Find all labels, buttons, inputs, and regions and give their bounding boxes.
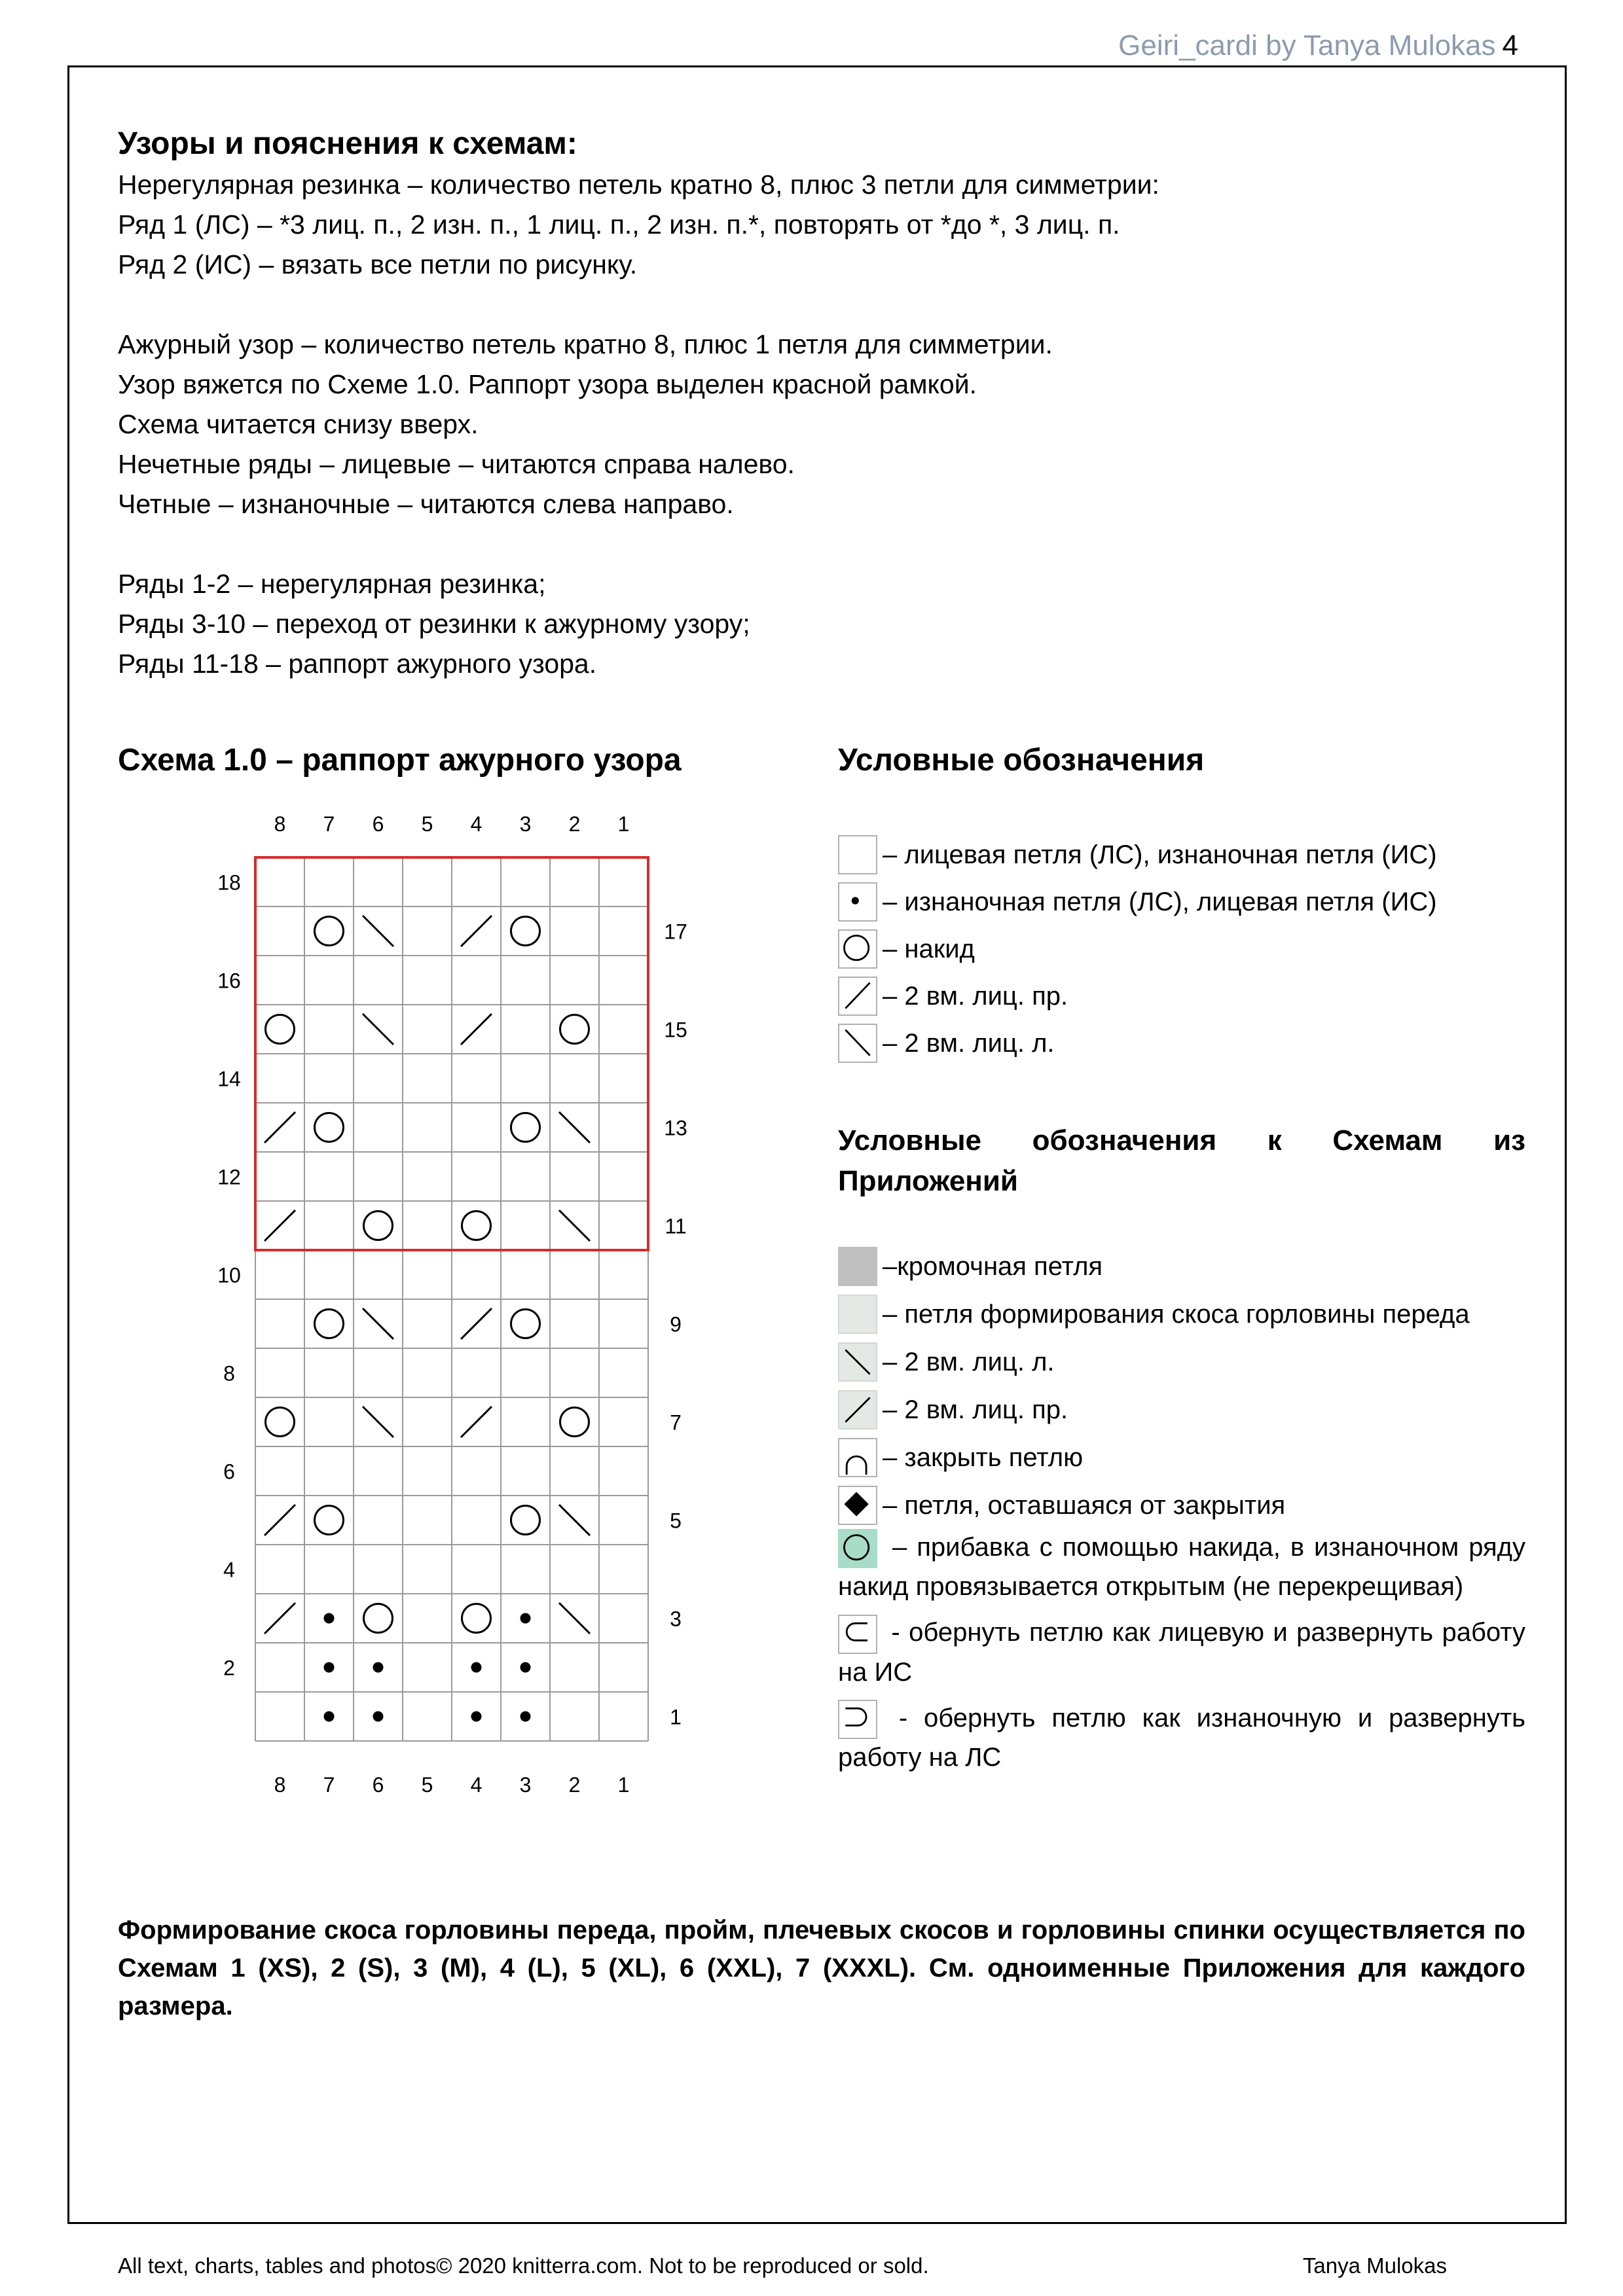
left-slant-shaded-icon: [838, 1342, 877, 1382]
footer-copyright: All text, charts, tables and photos© 2020 knitterra.com. Not to be reproduced or sold.: [118, 2253, 929, 2278]
yarn-over-symbol: [364, 1604, 393, 1633]
section-title: Узоры и пояснения к схемам:: [118, 126, 577, 161]
intro-line: Нерегулярная резинка – количество петель кратно 8, плюс 3 петли для симметрии:: [118, 170, 1159, 200]
intro-line: Ряд 2 (ИС) – вязать все петли по рисунку.: [118, 249, 638, 279]
yarn-over-symbol: [315, 1506, 344, 1535]
page-header: [1118, 26, 1518, 65]
legend-text: - обернуть петлю как изнаночную и развернуть работу на ЛС: [838, 1703, 1525, 1772]
bottom-note: Формирование скоса горловины переда, пройм, плечевых скосов и горловины спинки осуществляется по Схемам 1 (XS), 2 (S), 3 (M), 4 (L), 5 (XL), 6 (XXL), 7 (XXXL). См. одноименные Приложения для каждого размера.: [118, 1916, 1525, 2020]
yarn-over-circle-icon: [838, 929, 877, 969]
legend-text: – 2 вм. лиц. л.: [883, 1347, 1055, 1376]
legend-title: Условные обозначения: [838, 743, 1205, 778]
gray-square-icon: [838, 1247, 877, 1286]
purl-dot-symbol: [373, 1712, 384, 1722]
ssk-symbol: [559, 1603, 590, 1634]
legend-item: [838, 1386, 1525, 1433]
column-label: 6: [372, 1773, 384, 1797]
row-label: 12: [217, 1165, 241, 1189]
legend: [838, 831, 1525, 1067]
column-label: 6: [372, 812, 384, 836]
page-footer: [118, 2251, 1447, 2280]
yarn-over-symbol: [315, 1310, 344, 1338]
intro-text: [118, 165, 1525, 684]
row-label: 11: [665, 1214, 687, 1238]
row-label: 5: [670, 1509, 682, 1533]
legend-item: [838, 1338, 1525, 1386]
legend-item: [838, 1290, 1525, 1338]
row-label: 16: [217, 969, 241, 993]
legend-item: [838, 973, 1525, 1020]
column-label: 4: [470, 812, 483, 836]
yarn-over-symbol: [511, 1506, 540, 1535]
k2tog-symbol: [264, 1112, 295, 1143]
row-label: 7: [670, 1410, 682, 1435]
page-number: 4: [1502, 29, 1518, 62]
purl-dot-symbol: [373, 1662, 384, 1673]
legend-item: [838, 831, 1525, 878]
column-label: 8: [274, 812, 286, 836]
yarn-over-symbol: [560, 1408, 589, 1437]
yarn-over-symbol: [266, 1408, 295, 1437]
row-label: 2: [223, 1656, 235, 1680]
legend-text: – 2 вм. лиц. пр.: [883, 982, 1068, 1011]
ssk-symbol: [559, 1505, 590, 1535]
light-square-icon: [838, 1295, 877, 1334]
intro-line: Нечетные ряды – лицевые – читаются справа налево.: [118, 449, 795, 479]
ssk-symbol: [559, 1210, 590, 1241]
yarn-over-symbol: [364, 1211, 393, 1240]
chart-title: Схема 1.0 – раппорт ажурного узора: [118, 743, 682, 778]
legend-item: [838, 1020, 1525, 1067]
dot-icon: [838, 882, 877, 922]
k2tog-symbol: [461, 1308, 492, 1339]
k2tog-symbol: [264, 1603, 295, 1634]
legend-text: – закрыть петлю: [883, 1443, 1084, 1472]
purl-dot-symbol: [471, 1662, 482, 1673]
legend-text: –кромочная петля: [883, 1251, 1103, 1281]
ssk-symbol: [363, 1014, 393, 1045]
green-circle-icon: [838, 1529, 877, 1568]
column-label: 3: [519, 1773, 532, 1797]
footer-author: Tanya Mulokas: [1302, 2253, 1447, 2278]
legend-text: – лицевая петля (ЛС), изнаночная петля (ИС): [883, 840, 1437, 869]
column-label: 4: [470, 1773, 483, 1797]
yarn-over-symbol: [315, 917, 344, 946]
k2tog-symbol: [264, 1505, 295, 1535]
yarn-over-symbol: [511, 917, 540, 946]
ssk-symbol: [363, 1407, 393, 1437]
legend-text: – прибавка с помощью накида, в изнаночном ряду накид провязывается открытым (не перекрещивая): [838, 1533, 1525, 1602]
right-slant-shaded-icon: [838, 1390, 877, 1429]
right-slant-icon: [838, 977, 877, 1016]
yarn-over-symbol: [511, 1113, 540, 1142]
row-label: 10: [217, 1263, 241, 1287]
purl-dot-symbol: [324, 1712, 335, 1722]
intro-line: Ряды 3-10 – переход от резинки к ажурному узору;: [118, 609, 750, 639]
yarn-over-symbol: [511, 1310, 540, 1338]
purl-dot-symbol: [520, 1662, 531, 1673]
legend-item: [838, 878, 1525, 925]
legend-text: – петля формирования скоса горловины переда: [883, 1299, 1470, 1329]
column-label: 7: [323, 1773, 335, 1797]
legend-item: [838, 1614, 1525, 1690]
knitting-chart: [190, 805, 714, 1806]
row-label: 9: [670, 1312, 682, 1336]
row-label: 8: [223, 1361, 235, 1386]
diamond-icon: [838, 1486, 877, 1525]
k2tog-symbol: [461, 916, 492, 946]
intro-line: Четные – изнаночные – читаются слева направо.: [118, 489, 734, 519]
intro-line: Ажурный узор – количество петель кратно 8, плюс 1 петля для симметрии.: [118, 329, 1053, 359]
legend-item: [838, 1481, 1525, 1529]
row-label: 15: [664, 1018, 687, 1042]
legend-item: [838, 1433, 1525, 1481]
legend-text: – 2 вм. лиц. л.: [883, 1029, 1055, 1058]
row-label: 13: [664, 1116, 687, 1140]
row-label: 14: [217, 1067, 241, 1091]
legend-item: [838, 1529, 1525, 1605]
left-slant-icon: [838, 1024, 877, 1063]
legend-text: – изнаночная петля (ЛС), лицевая петля (ИС): [883, 888, 1437, 916]
legend-text: – 2 вм. лиц. пр.: [883, 1395, 1068, 1424]
ssk-symbol: [363, 1308, 393, 1339]
yarn-over-symbol: [315, 1113, 344, 1142]
legend2-title: Условные обозначения к Схемам из Приложений: [838, 1124, 1525, 1197]
column-label: 5: [421, 812, 433, 836]
legend-text: – петля, оставшаяся от закрытия: [883, 1490, 1286, 1520]
column-label: 3: [519, 812, 532, 836]
row-label: 4: [223, 1558, 235, 1582]
purl-dot-symbol: [471, 1712, 482, 1722]
row-label: 17: [664, 920, 687, 944]
purl-dot-symbol: [324, 1662, 335, 1673]
k2tog-symbol: [461, 1407, 492, 1437]
column-label: 2: [568, 812, 581, 836]
blank-square-icon: [838, 835, 877, 874]
column-label: 8: [274, 1773, 286, 1797]
k2tog-symbol: [461, 1014, 492, 1045]
wrap-purl-icon: [838, 1700, 877, 1739]
column-label: 2: [568, 1773, 581, 1797]
purl-dot-symbol: [520, 1712, 531, 1722]
ssk-symbol: [559, 1112, 590, 1143]
ssk-symbol: [363, 916, 393, 946]
purl-dot-symbol: [520, 1613, 531, 1624]
legend-item: [838, 1242, 1525, 1290]
intro-line: Ряды 11-18 – раппорт ажурного узора.: [118, 649, 597, 679]
legend-text: – накид: [883, 935, 975, 963]
column-label: 7: [323, 812, 335, 836]
yarn-over-symbol: [560, 1015, 589, 1044]
column-label: 5: [421, 1773, 433, 1797]
legend-appendix: [838, 1242, 1525, 1785]
yarn-over-symbol: [266, 1015, 295, 1044]
wrap-knit-icon: [838, 1615, 877, 1654]
intro-line: Узор вяжется по Схеме 1.0. Раппорт узора выделен красной рамкой.: [118, 369, 977, 399]
row-label: 18: [217, 870, 241, 895]
yarn-over-symbol: [462, 1604, 491, 1633]
column-label: 1: [617, 812, 630, 836]
row-label: 1: [670, 1705, 682, 1729]
yarn-over-symbol: [462, 1211, 491, 1240]
intro-line: Ряд 1 (ЛС) – *3 лиц. п., 2 изн. п., 1 лиц. п., 2 изн. п.*, повторять от *до *, 3 лиц. п.: [118, 209, 1120, 240]
purl-dot-symbol: [324, 1613, 335, 1624]
intro-line: Ряды 1-2 – нерегулярная резинка;: [118, 569, 546, 599]
column-label: 1: [617, 1773, 630, 1797]
intro-line: Схема читается снизу вверх.: [118, 409, 479, 439]
legend-item: [838, 925, 1525, 973]
header-title: Geiri_cardi by Tanya Mulokas: [1118, 29, 1496, 62]
bind-off-arc-icon: [838, 1438, 877, 1477]
row-label: 3: [670, 1607, 682, 1631]
k2tog-symbol: [264, 1210, 295, 1241]
row-label: 6: [223, 1460, 235, 1484]
legend-text: - обернуть петлю как лицевую и развернуть работу на ИС: [838, 1618, 1525, 1687]
legend-item: [838, 1700, 1525, 1776]
